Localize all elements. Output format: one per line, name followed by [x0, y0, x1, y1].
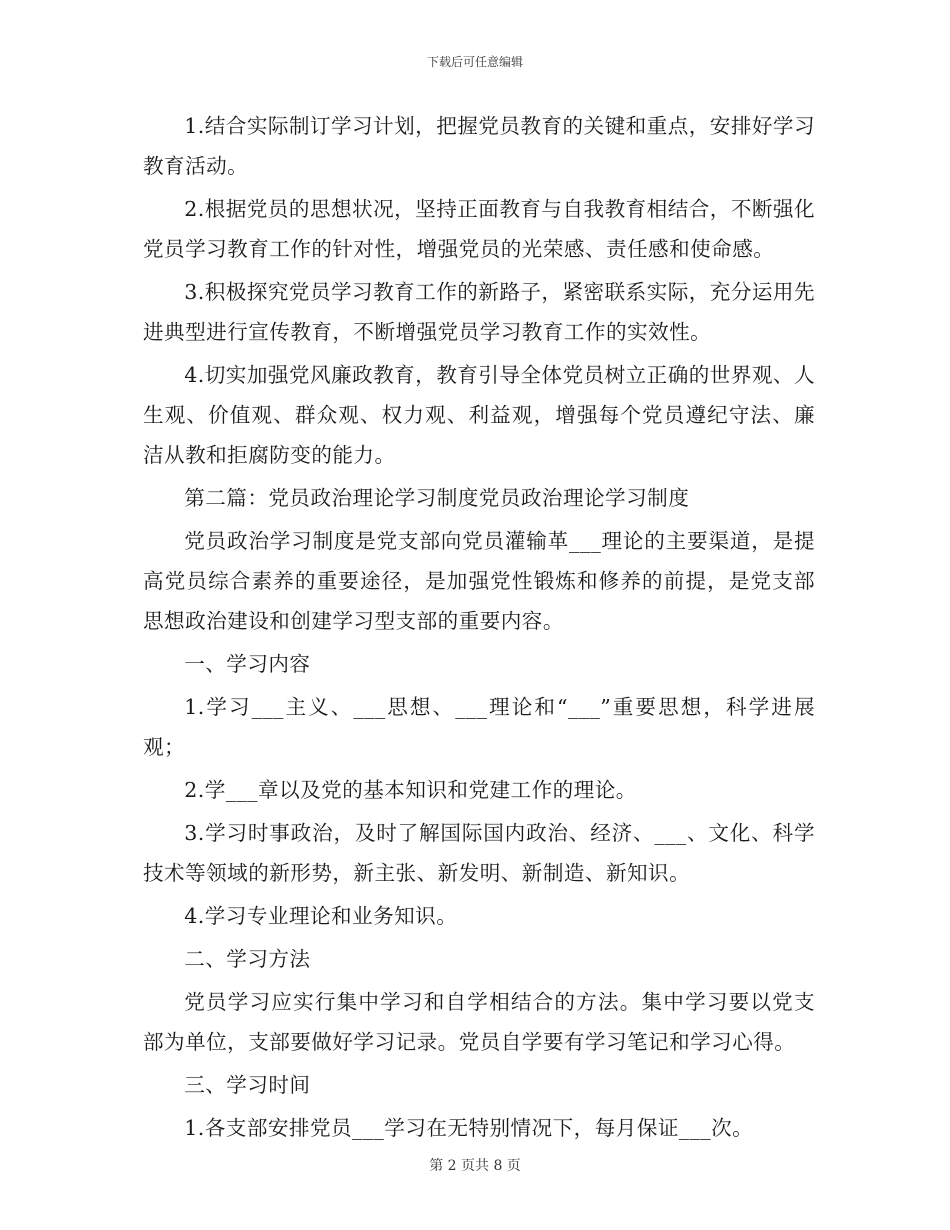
list-item-study-theory: 1.学习___主义、___思想、___理论和“___”重要思想，科学进展观；	[143, 695, 815, 759]
paragraph-new-approach: 3.积极探究党员学习教育工作的新路子，紧密联系实际，充分运用先进典型进行宣传教育，不断增强党员学习教育工作的实效性。	[143, 280, 816, 344]
heading-study-content: 一、学习内容	[184, 652, 311, 676]
paragraph-intro: 党员政治学习制度是党支部向党员灌输革___理论的主要渠道，是提高党员综合素养的重要途径，是加强党性锻炼和修养的前提，是党支部思想政治建设和创建学习型支部的重要内容。	[143, 529, 815, 633]
heading-study-time: 三、学习时间	[184, 1073, 311, 1097]
paragraph-integrity: 4.切实加强党风廉政教育，教育引导全体党员树立正确的世界观、人生观、价值观、群众观、权力观、利益观，增强每个党员遵纪守法、廉洁从教和拒腐防变的能力。	[143, 363, 816, 467]
document-body	[143, 106, 815, 1151]
heading-study-method: 二、学习方法	[184, 947, 311, 971]
paragraph-plan: 1.结合实际制订学习计划，把握党员教育的关键和重点，安排好学习教育活动。	[143, 114, 816, 178]
page-header: 下载后可任意编辑	[426, 55, 523, 69]
section-title-part-two: 第二篇：党员政治理论学习制度党员政治理论学习制度	[184, 486, 690, 510]
list-item-party-constitution: 2.学___章以及党的基本知识和党建工作的理论。	[184, 778, 637, 802]
page-number: 第 2 页共 8 页	[429, 1158, 521, 1174]
list-item-current-affairs: 3.学习时事政治，及时了解国际国内政治、经济、___、文化、科学技术等领域的新形势，新主张、新发明、新制造、新知识。	[143, 821, 815, 885]
list-item-professional: 4.学习专业理论和业务知识。	[184, 904, 458, 928]
paragraph-method: 党员学习应实行集中学习和自学相结合的方法。集中学习要以党支部为单位，支部要做好学习记录。党员自学要有学习笔记和学习心得。	[143, 990, 815, 1054]
paragraph-ideology: 2.根据党员的思想状况，坚持正面教育与自我教育相结合，不断强化党员学习教育工作的针对性，增强党员的光荣感、责任感和使命感。	[143, 197, 816, 261]
list-item-schedule: 1.各支部安排党员___学习在无特别情况下，每月保证___次。	[184, 1116, 754, 1140]
